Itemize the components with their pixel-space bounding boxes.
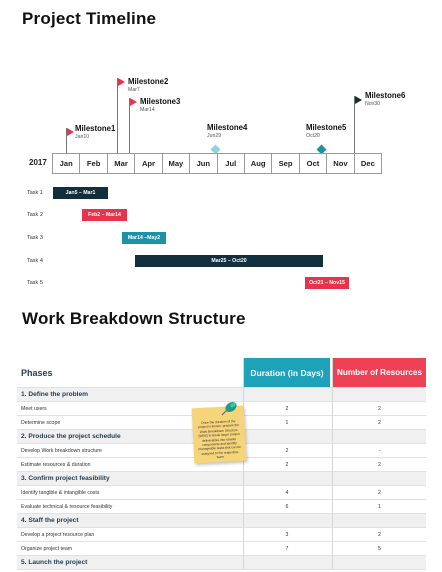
month-label: Aug [244,154,271,173]
duration-header: Duration (in Days) [243,358,330,387]
task-name: Estimate resources & duration [21,461,91,468]
milestone3-flag-icon [130,98,137,106]
task5-label: Task 5 [27,280,43,286]
table-row [17,542,426,556]
duration-cell [243,514,330,527]
milestone2-flag-icon [118,78,125,86]
timeline-title: Project Timeline [22,9,157,28]
duration-cell: 4 [243,486,330,499]
task-name: Evaluate technical & resource feasibility [21,503,113,510]
table-row [17,486,426,500]
duration-cell [243,388,330,401]
duration-cell: 2 [243,458,330,471]
milestone2-date: Mar7 [128,87,140,93]
task1-bar: Jan5 – Mar1 [53,187,108,199]
resources-cell [332,472,426,485]
milestone3-label: Milestone3 [140,97,181,106]
duration-cell [243,430,330,443]
table-row [17,514,426,528]
wbs-title: Work Breakdown Structure [22,309,246,328]
task-name: Identify tangible & intangible costs [21,489,100,496]
resources-cell: 2 [332,458,426,471]
task3-bar: Mar14 –May2 [122,232,166,244]
duration-cell: 3 [243,528,330,541]
task2-label: Task 2 [27,212,43,218]
milestone1-label: Milestone1 [75,124,116,133]
table-row [17,500,426,514]
milestone2-label: Milestone2 [128,77,169,86]
phase-name: 1. Define the problem [21,391,89,398]
pushpin-icon [218,399,240,419]
duration-cell: 6 [243,500,330,513]
phase-name: 2. Produce the project schedule [21,433,121,440]
duration-cell: 2 [243,444,330,457]
task5-bar: Oct21 – Nov15 [305,277,349,289]
month-label: Dec [354,154,381,173]
milestone1-date: Jan10 [75,134,90,140]
resources-cell: 2 [332,486,426,499]
resources-cell: 1 [332,500,426,513]
resources-cell [332,514,426,527]
resources-cell: 5 [332,542,426,555]
milestone5-date: Oct20 [306,133,320,139]
duration-cell: 7 [243,542,330,555]
month-label: May [162,154,189,173]
milestone3-pole [129,98,130,154]
resources-cell: 2 [332,416,426,429]
milestone4-label: Milestone4 [207,123,248,132]
month-label: Apr [134,154,161,173]
milestone4-date: Jun29 [207,133,222,139]
milestone1-flag-icon [67,128,74,136]
milestone6-label: Milestone6 [365,91,406,100]
duration-cell [243,472,330,485]
month-label: Nov [326,154,353,173]
month-label: Jan [52,154,79,173]
task-name: Develop Work breakdown structure [21,447,102,454]
month-label: Jul [217,154,244,173]
resources-cell [332,388,426,401]
task-name: Meet users [21,405,47,412]
task-name: Develop a project resource plan [21,531,95,538]
table-row [17,472,426,486]
resources-cell [332,430,426,443]
task2-bar: Feb2 – Mar14 [82,209,127,221]
milestone6-flag-icon [355,96,362,104]
phase-name: 3. Confirm project feasibility [21,475,110,482]
task-name: Determine scope [21,419,61,426]
task4-label: Task 4 [27,258,43,264]
month-label: Sep [271,154,298,173]
phase-name: 4. Staff the project [21,517,79,524]
phases-header: Phases [21,367,53,378]
month-label: Oct [299,154,326,173]
table-row [17,528,426,542]
table-header [17,358,426,388]
resources-cell: 2 [332,402,426,415]
task3-label: Task 3 [27,235,43,241]
month-label: Mar [107,154,134,173]
table-row [17,556,426,570]
sticky-note-text: Once the duration of the project is known, prepare the Work Breakdown Structure (WBS) to break larger project deliverables into smaller components and identify manageable tasks that can be assigned to the respective team [198,419,242,460]
task-name: Organize project team [21,545,73,552]
task4-bar: Mar25 – Oct20 [135,255,323,267]
milestone2-pole [117,78,118,154]
month-label: Jun [189,154,216,173]
duration-cell: 1 [243,416,330,429]
task1-label: Task 1 [27,190,43,196]
milestone5-label: Milestone5 [306,123,347,132]
duration-cell: 2 [243,402,330,415]
resources-cell [332,556,426,569]
phase-name: 5. Launch the project [21,559,88,566]
month-label: Feb [79,154,106,173]
milestone3-date: Mar14 [140,107,155,113]
resources-header: Number of Resources [332,358,426,387]
milestone6-pole [354,96,355,154]
duration-cell [243,556,330,569]
milestone6-date: Nov30 [365,101,380,107]
month-axis [52,153,382,174]
resources-cell: - [332,444,426,457]
resources-cell: 2 [332,528,426,541]
timeline-year: 2017 [29,158,47,167]
